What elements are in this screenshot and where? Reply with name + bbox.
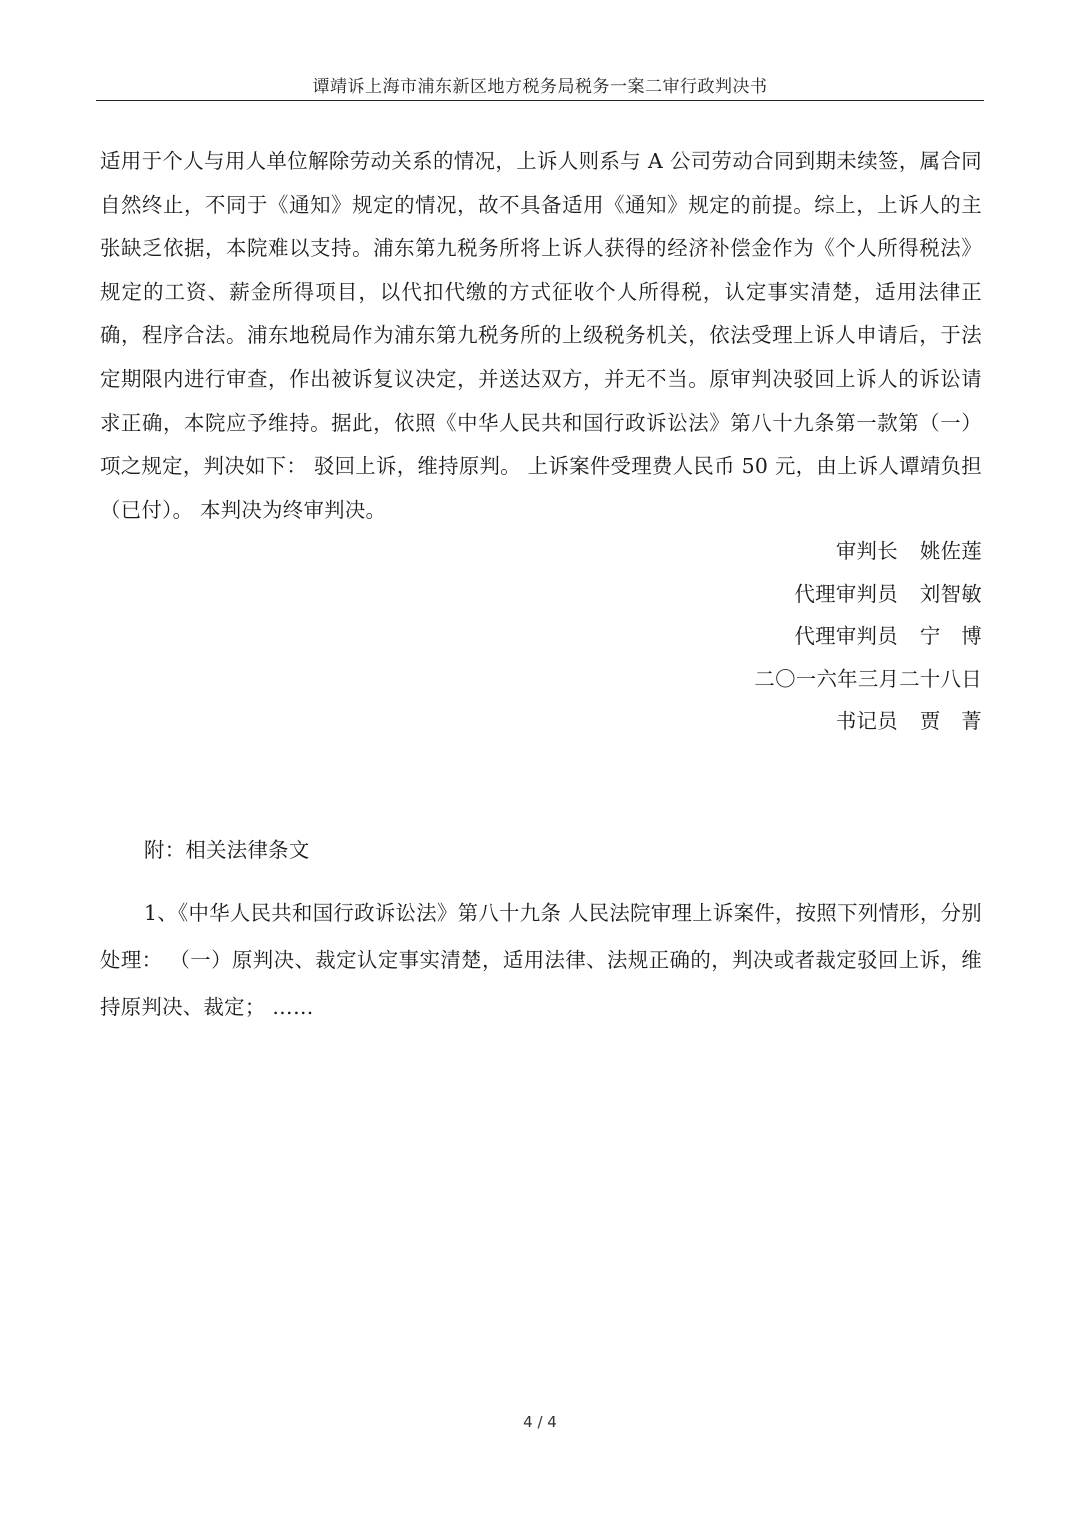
- appendix-heading: 附：相关法律条文: [144, 838, 310, 862]
- page-number: 4 / 4: [523, 1413, 557, 1431]
- signature-acting-judge-1: [754, 573, 982, 616]
- signature-block: [754, 530, 982, 743]
- signature-role: 书记员: [835, 709, 898, 733]
- judgment-paragraph: 适用于个人与用人单位解除劳动关系的情况，上诉人则系与 A 公司劳动合同到期未续签，属合同自然终止，不同于《通知》规定的情况，故不具备适用《通知》规定的前提。综上，上诉人的主张缺乏依据，本院难以支持。浦东第九税务所将上诉人获得的经济补偿金作为《个人所得税法》规定的工资、薪金所得项目，以代扣代缴的方式征收个人所得税，认定事实清楚，适用法律正确，程序合法。浦东地税局作为浦东第九税务所的上级税务机关，依法受理上诉人申请后，于法定期限内进行审查，作出被诉复议决定，并送达双方，并无不当。原审判决驳回上诉人的诉讼请求正确，本院应予维持。据此，依照《中华人民共和国行政诉讼法》第八十九条第一款第（一）项之规定，判决如下： 驳回上诉，维持原判。 上诉案件受理费人民币 50 元，由上诉人谭靖负担（已付）。 本判决为终审判决。: [100, 149, 982, 522]
- signature-acting-judge-2: [754, 615, 982, 658]
- signature-presiding-judge: [754, 530, 982, 573]
- signature-role: 审判长: [835, 539, 898, 563]
- appendix-law-item: 1、《中华人民共和国行政诉讼法》第八十九条 人民法院审理上诉案件，按照下列情形，分别处理： （一）原判决、裁定认定事实清楚，适用法律、法规正确的，判决或者裁定驳回上诉，维持原判决、裁定； ……: [100, 901, 982, 1019]
- signature-role: 代理审判员: [794, 581, 898, 606]
- signature-name: 姚佐莲: [919, 539, 982, 563]
- signature-role: 代理审判员: [794, 624, 898, 648]
- header-divider: [96, 100, 984, 101]
- signature-name: 贾 菁: [919, 709, 982, 733]
- document-header-title: 谭靖诉上海市浦东新区地方税务局税务一案二审行政判决书: [312, 77, 768, 97]
- judgment-date: 二〇一六年三月二十八日: [754, 666, 982, 691]
- signature-name: 宁 博: [919, 624, 982, 648]
- judgment-body: [100, 140, 982, 532]
- signature-name: 刘智敏: [919, 581, 982, 606]
- signature-clerk: [754, 700, 982, 743]
